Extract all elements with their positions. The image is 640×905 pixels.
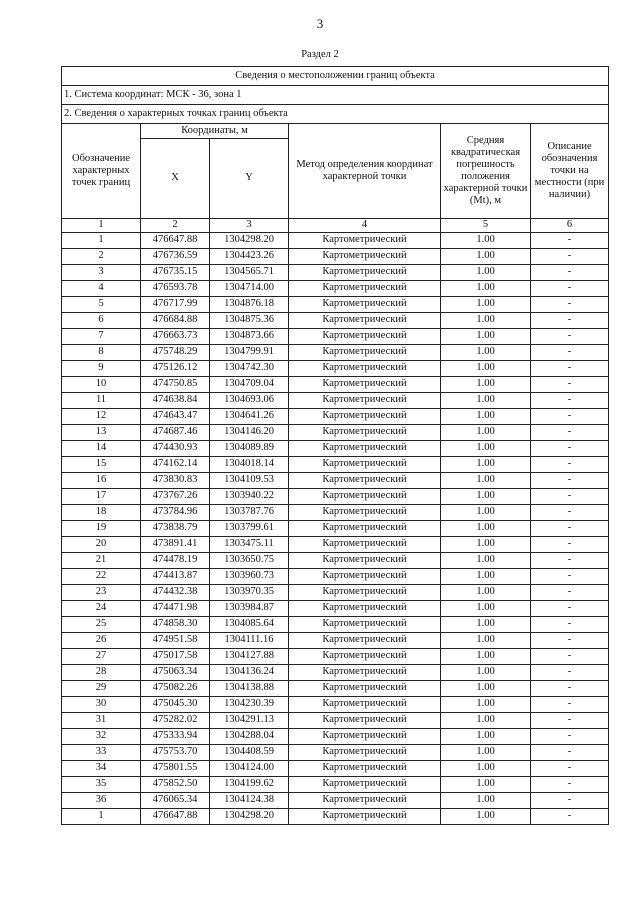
cell-description: -	[531, 473, 609, 489]
cell-y: 1304641.26	[210, 409, 289, 425]
cell-accuracy: 1.00	[441, 441, 531, 457]
cell-method: Картометрический	[289, 377, 441, 393]
cell-y: 1303940.22	[210, 489, 289, 505]
cell-description: -	[531, 281, 609, 297]
cell-x: 475852.50	[141, 777, 210, 793]
column-numbers-row	[62, 219, 609, 233]
cell-x: 473891.41	[141, 537, 210, 553]
cell-description: -	[531, 761, 609, 777]
cell-x: 474687.46	[141, 425, 210, 441]
table-row	[62, 793, 609, 809]
table-row	[62, 329, 609, 345]
table-row	[62, 473, 609, 489]
cell-accuracy: 1.00	[441, 745, 531, 761]
cell-description: -	[531, 665, 609, 681]
cell-x: 476735.15	[141, 265, 210, 281]
cell-x: 473830.83	[141, 473, 210, 489]
cell-x: 476647.88	[141, 809, 210, 825]
cell-description: -	[531, 569, 609, 585]
cell-x: 475126.12	[141, 361, 210, 377]
cell-y: 1304127.88	[210, 649, 289, 665]
column-number: 2	[141, 219, 210, 233]
cell-accuracy: 1.00	[441, 521, 531, 537]
cell-accuracy: 1.00	[441, 537, 531, 553]
cell-method: Картометрический	[289, 665, 441, 681]
cell-method: Картометрический	[289, 553, 441, 569]
cell-accuracy: 1.00	[441, 505, 531, 521]
cell-point: 13	[62, 425, 141, 441]
cell-method: Картометрический	[289, 649, 441, 665]
cell-accuracy: 1.00	[441, 713, 531, 729]
cell-y: 1303960.73	[210, 569, 289, 585]
points-heading-row	[62, 105, 609, 124]
cell-x: 475045.30	[141, 697, 210, 713]
cell-description: -	[531, 537, 609, 553]
cell-y: 1304298.20	[210, 233, 289, 249]
cell-x: 475801.55	[141, 761, 210, 777]
cell-y: 1304693.06	[210, 393, 289, 409]
cell-description: -	[531, 633, 609, 649]
cell-x: 474858.30	[141, 617, 210, 633]
cell-method: Картометрический	[289, 441, 441, 457]
table-row	[62, 537, 609, 553]
cell-description: -	[531, 329, 609, 345]
cell-point: 9	[62, 361, 141, 377]
cell-y: 1303984.87	[210, 601, 289, 617]
cell-y: 1304709.04	[210, 377, 289, 393]
cell-method: Картометрический	[289, 457, 441, 473]
cell-accuracy: 1.00	[441, 633, 531, 649]
cell-method: Картометрический	[289, 281, 441, 297]
cell-description: -	[531, 713, 609, 729]
cell-y: 1303799.61	[210, 521, 289, 537]
table-row	[62, 393, 609, 409]
cell-y: 1304136.24	[210, 665, 289, 681]
cell-description: -	[531, 425, 609, 441]
table-row	[62, 569, 609, 585]
cell-method: Картометрический	[289, 361, 441, 377]
header-y: Y	[210, 139, 289, 219]
cell-description: -	[531, 297, 609, 313]
cell-y: 1304124.00	[210, 761, 289, 777]
cell-point: 32	[62, 729, 141, 745]
cell-point: 3	[62, 265, 141, 281]
cell-x: 474478.19	[141, 553, 210, 569]
cell-description: -	[531, 697, 609, 713]
table-row	[62, 761, 609, 777]
cell-y: 1304742.30	[210, 361, 289, 377]
cell-y: 1304124.38	[210, 793, 289, 809]
cell-y: 1304408.59	[210, 745, 289, 761]
cell-y: 1304875.36	[210, 313, 289, 329]
cell-x: 475082.26	[141, 681, 210, 697]
cell-x: 474951.58	[141, 633, 210, 649]
cell-description: -	[531, 617, 609, 633]
cell-y: 1304714.00	[210, 281, 289, 297]
cell-point: 26	[62, 633, 141, 649]
cell-description: -	[531, 809, 609, 825]
cell-method: Картометрический	[289, 713, 441, 729]
header-method: Метод определения координат характерной точки	[289, 124, 441, 219]
cell-method: Картометрический	[289, 329, 441, 345]
cell-x: 476593.78	[141, 281, 210, 297]
header-x: X	[141, 139, 210, 219]
cell-x: 476663.73	[141, 329, 210, 345]
boundary-points-table	[61, 66, 609, 825]
cell-point: 20	[62, 537, 141, 553]
table-row	[62, 297, 609, 313]
cell-point: 35	[62, 777, 141, 793]
cell-method: Картометрический	[289, 809, 441, 825]
cell-point: 6	[62, 313, 141, 329]
cell-y: 1304146.20	[210, 425, 289, 441]
cell-method: Картометрический	[289, 633, 441, 649]
cell-point: 30	[62, 697, 141, 713]
cell-description: -	[531, 601, 609, 617]
cell-point: 4	[62, 281, 141, 297]
coordinate-system-line: 1. Система координат: МСК - 36, зона 1	[62, 86, 609, 105]
cell-accuracy: 1.00	[441, 697, 531, 713]
cell-x: 475063.34	[141, 665, 210, 681]
cell-method: Картометрический	[289, 393, 441, 409]
cell-point: 14	[62, 441, 141, 457]
cell-accuracy: 1.00	[441, 601, 531, 617]
cell-x: 473838.79	[141, 521, 210, 537]
cell-accuracy: 1.00	[441, 569, 531, 585]
cell-point: 31	[62, 713, 141, 729]
cell-description: -	[531, 745, 609, 761]
cell-accuracy: 1.00	[441, 617, 531, 633]
coordinate-system-row	[62, 86, 609, 105]
cell-description: -	[531, 521, 609, 537]
table-row	[62, 585, 609, 601]
table-row	[62, 265, 609, 281]
table-row	[62, 617, 609, 633]
cell-y: 1304089.89	[210, 441, 289, 457]
cell-x: 473784.96	[141, 505, 210, 521]
table-row	[62, 665, 609, 681]
cell-y: 1303787.76	[210, 505, 289, 521]
cell-accuracy: 1.00	[441, 761, 531, 777]
table-row	[62, 441, 609, 457]
cell-x: 474471.98	[141, 601, 210, 617]
cell-method: Картометрический	[289, 697, 441, 713]
cell-y: 1304288.04	[210, 729, 289, 745]
cell-y: 1304138.88	[210, 681, 289, 697]
cell-accuracy: 1.00	[441, 377, 531, 393]
cell-method: Картометрический	[289, 313, 441, 329]
cell-x: 476684.88	[141, 313, 210, 329]
cell-x: 475748.29	[141, 345, 210, 361]
cell-method: Картометрический	[289, 537, 441, 553]
cell-point: 21	[62, 553, 141, 569]
cell-accuracy: 1.00	[441, 249, 531, 265]
cell-y: 1304109.53	[210, 473, 289, 489]
cell-description: -	[531, 489, 609, 505]
header-point: Обозначение характерных точек границ	[62, 124, 141, 219]
cell-point: 5	[62, 297, 141, 313]
cell-y: 1304298.20	[210, 809, 289, 825]
header-coordinates: Координаты, м	[141, 124, 289, 139]
cell-point: 25	[62, 617, 141, 633]
cell-y: 1304085.64	[210, 617, 289, 633]
header-accuracy: Средняя квадратическая погрешность положения характерной точки (Mt), м	[441, 124, 531, 219]
cell-description: -	[531, 681, 609, 697]
table-row	[62, 505, 609, 521]
cell-method: Картометрический	[289, 489, 441, 505]
table-row	[62, 281, 609, 297]
cell-method: Картометрический	[289, 745, 441, 761]
cell-y: 1304876.18	[210, 297, 289, 313]
cell-y: 1304873.66	[210, 329, 289, 345]
cell-x: 474750.85	[141, 377, 210, 393]
cell-point: 16	[62, 473, 141, 489]
cell-method: Картометрический	[289, 585, 441, 601]
cell-point: 7	[62, 329, 141, 345]
cell-y: 1304018.14	[210, 457, 289, 473]
cell-description: -	[531, 457, 609, 473]
section-label: Раздел 2	[301, 49, 339, 60]
cell-accuracy: 1.00	[441, 297, 531, 313]
cell-method: Картометрический	[289, 569, 441, 585]
cell-accuracy: 1.00	[441, 681, 531, 697]
cell-point: 10	[62, 377, 141, 393]
cell-method: Картометрический	[289, 777, 441, 793]
cell-point: 33	[62, 745, 141, 761]
cell-description: -	[531, 345, 609, 361]
cell-method: Картометрический	[289, 793, 441, 809]
cell-x: 474643.47	[141, 409, 210, 425]
table-row	[62, 729, 609, 745]
table-row	[62, 457, 609, 473]
table-row	[62, 313, 609, 329]
cell-method: Картометрический	[289, 345, 441, 361]
cell-description: -	[531, 505, 609, 521]
cell-x: 473767.26	[141, 489, 210, 505]
cell-description: -	[531, 793, 609, 809]
cell-accuracy: 1.00	[441, 665, 531, 681]
cell-accuracy: 1.00	[441, 553, 531, 569]
cell-x: 476065.34	[141, 793, 210, 809]
cell-accuracy: 1.00	[441, 809, 531, 825]
cell-description: -	[531, 777, 609, 793]
cell-description: -	[531, 249, 609, 265]
cell-point: 18	[62, 505, 141, 521]
cell-description: -	[531, 585, 609, 601]
table-row	[62, 409, 609, 425]
column-number: 3	[210, 219, 289, 233]
cell-y: 1304230.39	[210, 697, 289, 713]
cell-description: -	[531, 361, 609, 377]
cell-description: -	[531, 409, 609, 425]
cell-y: 1303650.75	[210, 553, 289, 569]
cell-x: 476647.88	[141, 233, 210, 249]
table-body	[62, 67, 609, 825]
table-row	[62, 521, 609, 537]
cell-accuracy: 1.00	[441, 489, 531, 505]
cell-x: 474413.87	[141, 569, 210, 585]
table-row	[62, 601, 609, 617]
cell-y: 1303970.35	[210, 585, 289, 601]
cell-accuracy: 1.00	[441, 473, 531, 489]
table-row	[62, 489, 609, 505]
cell-x: 475282.02	[141, 713, 210, 729]
cell-x: 474162.14	[141, 457, 210, 473]
cell-method: Картометрический	[289, 473, 441, 489]
cell-point: 28	[62, 665, 141, 681]
cell-accuracy: 1.00	[441, 361, 531, 377]
cell-y: 1303475.11	[210, 537, 289, 553]
cell-description: -	[531, 233, 609, 249]
cell-x: 476717.99	[141, 297, 210, 313]
cell-point: 29	[62, 681, 141, 697]
cell-accuracy: 1.00	[441, 729, 531, 745]
cell-accuracy: 1.00	[441, 457, 531, 473]
column-number: 4	[289, 219, 441, 233]
cell-y: 1304199.62	[210, 777, 289, 793]
table-row	[62, 809, 609, 825]
cell-y: 1304111.16	[210, 633, 289, 649]
cell-x: 474638.84	[141, 393, 210, 409]
cell-x: 474430.93	[141, 441, 210, 457]
cell-point: 2	[62, 249, 141, 265]
table-row	[62, 249, 609, 265]
cell-point: 34	[62, 761, 141, 777]
cell-point: 15	[62, 457, 141, 473]
cell-accuracy: 1.00	[441, 585, 531, 601]
cell-accuracy: 1.00	[441, 313, 531, 329]
cell-method: Картометрический	[289, 249, 441, 265]
cell-method: Картометрический	[289, 409, 441, 425]
cell-accuracy: 1.00	[441, 281, 531, 297]
cell-method: Картометрический	[289, 505, 441, 521]
cell-method: Картометрический	[289, 233, 441, 249]
cell-method: Картометрический	[289, 265, 441, 281]
cell-point: 11	[62, 393, 141, 409]
cell-y: 1304291.13	[210, 713, 289, 729]
cell-method: Картометрический	[289, 521, 441, 537]
table-row	[62, 649, 609, 665]
cell-point: 22	[62, 569, 141, 585]
cell-x: 475017.58	[141, 649, 210, 665]
cell-point: 12	[62, 409, 141, 425]
table-row	[62, 681, 609, 697]
cell-point: 36	[62, 793, 141, 809]
cell-description: -	[531, 313, 609, 329]
cell-description: -	[531, 729, 609, 745]
table-row	[62, 345, 609, 361]
cell-method: Картометрический	[289, 297, 441, 313]
table-row	[62, 633, 609, 649]
column-number: 6	[531, 219, 609, 233]
cell-description: -	[531, 649, 609, 665]
cell-point: 17	[62, 489, 141, 505]
page-number: 3	[316, 16, 324, 31]
cell-accuracy: 1.00	[441, 393, 531, 409]
cell-accuracy: 1.00	[441, 649, 531, 665]
points-heading-line: 2. Сведения о характерных точках границ объекта	[62, 105, 609, 124]
cell-description: -	[531, 441, 609, 457]
table-row	[62, 697, 609, 713]
cell-point: 23	[62, 585, 141, 601]
table-row	[62, 361, 609, 377]
cell-description: -	[531, 553, 609, 569]
cell-method: Картометрический	[289, 601, 441, 617]
cell-y: 1304799.91	[210, 345, 289, 361]
cell-accuracy: 1.00	[441, 409, 531, 425]
cell-point: 27	[62, 649, 141, 665]
header-row-1	[62, 124, 609, 139]
cell-point: 1	[62, 233, 141, 249]
cell-x: 476736.59	[141, 249, 210, 265]
cell-accuracy: 1.00	[441, 777, 531, 793]
cell-point: 8	[62, 345, 141, 361]
cell-y: 1304423.26	[210, 249, 289, 265]
cell-point: 24	[62, 601, 141, 617]
cell-accuracy: 1.00	[441, 265, 531, 281]
header-description: Описание обозначения точки на местности (при наличии)	[531, 124, 609, 219]
cell-accuracy: 1.00	[441, 425, 531, 441]
cell-method: Картометрический	[289, 681, 441, 697]
cell-accuracy: 1.00	[441, 233, 531, 249]
table-row	[62, 377, 609, 393]
cell-method: Картометрический	[289, 761, 441, 777]
cell-x: 475753.70	[141, 745, 210, 761]
column-number: 5	[441, 219, 531, 233]
cell-method: Картометрический	[289, 729, 441, 745]
table-row	[62, 745, 609, 761]
cell-description: -	[531, 393, 609, 409]
table-title: Сведения о местоположении границ объекта	[62, 67, 609, 86]
column-number: 1	[62, 219, 141, 233]
table-row	[62, 713, 609, 729]
cell-accuracy: 1.00	[441, 329, 531, 345]
table-row	[62, 553, 609, 569]
cell-point: 19	[62, 521, 141, 537]
table-row	[62, 233, 609, 249]
cell-x: 475333.94	[141, 729, 210, 745]
cell-x: 474432.38	[141, 585, 210, 601]
cell-point: 1	[62, 809, 141, 825]
cell-accuracy: 1.00	[441, 345, 531, 361]
table-row	[62, 777, 609, 793]
cell-accuracy: 1.00	[441, 793, 531, 809]
table-row	[62, 425, 609, 441]
cell-method: Картометрический	[289, 617, 441, 633]
cell-method: Картометрический	[289, 425, 441, 441]
cell-y: 1304565.71	[210, 265, 289, 281]
cell-description: -	[531, 265, 609, 281]
cell-description: -	[531, 377, 609, 393]
table-title-row	[62, 67, 609, 86]
